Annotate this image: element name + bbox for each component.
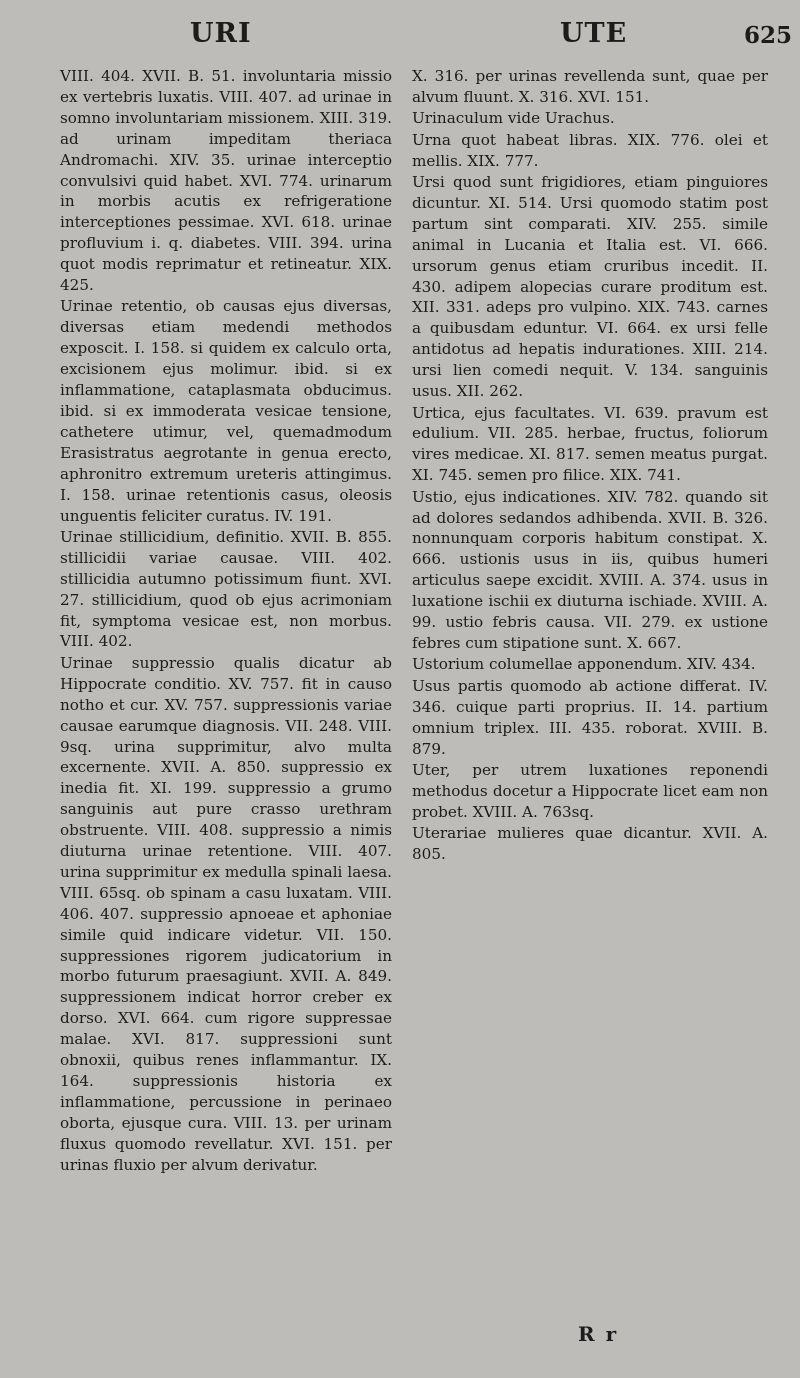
index-entry: Urinae retentio, ob causas ejus diversas, diversas etiam medendi methodos exposcit. I. 158. si quidem ex calculo orta, excisionem ejus molimur. ibid. si ex inflammatione, cataplasmata obducimus. ibid. si ex immoderata vesicae tensione, cathetere utimur, vel, quemadmodum Erasistratus aegrotante in genua erecto, aphronitro extremum ureteris attingimus. I. 158. urinae retentionis casus, oleosis unguentis feliciter curatus. IV. 191.: [60, 297, 392, 525]
index-entry: Urinae stillicidium, definitio. XVII. B. 855. stillicidii variae causae. VIII. 402. stillicidia autumno potissimum fiunt. XVI. 27. stillicidium, quod ob ejus acrimoniam fit, symptoma vesicae est, non morbus. VIII. 402.: [60, 527, 392, 651]
index-entry: Urinaculum vide Urachus.: [412, 109, 615, 128]
index-entry: Urinae suppressio qualis dicatur ab Hippocrate conditio. XV. 757. fit in causo notho et cur. XV. 757. suppressionis variae causae earumque diagnosis. VII. 248. VIII. 9sq. urina supprimitur, alvo multa excernente. XVII. A. 850. suppressio ex inedia fit. XI. 199. suppressio a grumo sanguinis aut pure crasso urethram obstruente. VIII. 408. suppressio a nimis diuturna urinae retentione. VIII. 407. urina supprimitur ex medulla spinali laesa. VIII. 65sq. ob spinam a casu luxatam. VIII. 406. 407. suppressio apnoeae et aphoniae simile quid indicare videtur. VII. 150. suppressiones rigorem judicatorium in morbo futurum praesagiunt. XVII. A. 849. suppressionem indicat horror creber ex dorso. XVI. 664. cum rigore suppressae malae. XVI. 817. suppressioni sunt obnoxii, quibus renes inflammantur. IX. 164. suppressionis historia ex inflammatione, percussione in perinaeo oborta, ejusque cura. VIII. 13. per urinam fluxus quomodo revellatur. XVI. 151. per urinas fluxio per alvum derivatur.: [60, 653, 392, 1174]
index-entry: Urtica, ejus facultates. VI. 639. pravum est edulium. VII. 285. herbae, fructus, foliorum vires medicae. XI. 817. semen meatus purgat. XI. 745. semen pro filice. XIX. 741.: [412, 403, 768, 485]
index-entry: Ustorium columellae apponendum. XIV. 434.: [412, 655, 756, 674]
left-headword: URI: [190, 18, 252, 49]
index-entry: Uterariae mulieres quae dicantur. XVII. A. 805.: [412, 824, 768, 864]
left-column: [60, 66, 392, 1176]
index-entry: X. 316. per urinas revellenda sunt, quae per alvum fluunt. X. 316. XVI. 151.: [412, 67, 768, 106]
index-entry: Usus partis quomodo ab actione differat. IV. 346. cuique parti proprius. II. 14. partium omnium triplex. III. 435. roborat. XVIII. B. 879.: [412, 676, 768, 758]
running-header: [0, 18, 800, 58]
page-number: 625: [743, 22, 792, 49]
index-entry: Uter, per utrem luxationes reponendi methodus docetur a Hippocrate licet eam non probet. XVIII. A. 763sq.: [412, 760, 768, 821]
index-entry: Urna quot habeat libras. XIX. 776. olei et mellis. XIX. 777.: [412, 130, 768, 170]
index-entry: VIII. 404. XVII. B. 51. involuntaria missio ex vertebris luxatis. VIII. 407. ad urinae in somno involuntariam missionem. XIII. 319. ad urinam impeditam theriaca Andromachi. XIV. 35. urinae interceptio convulsivi quid habet. XVI. 774. urinarum in morbis acutis ex refrigeratione interceptiones pessimae. XVI. 618. urinae profluvium i. q. diabetes. VIII. 394. urina quot modis reprimatur et retineatur. XIX. 425.: [60, 67, 392, 295]
right-headword: UTE: [560, 18, 628, 49]
index-entry: Ustio, ejus indicationes. XIV. 782. quando sit ad dolores sedandos adhibenda. XVII. B. 326. nonnunquam corporis habitum constipat. X. 666. ustionis usus in iis, quibus humeri articulus saepe excidit. XVIII. A. 374. usus in luxatione ischii ex diuturna ischiade. XVIII. A. 99. ustio febris causa. VII. 279. ex ustione febres cum stipatione sunt. X. 667.: [412, 487, 768, 652]
right-column: [412, 66, 768, 865]
signature-mark: R r: [578, 1322, 619, 1346]
index-entry: Ursi quod sunt frigidiores, etiam pinguiores dicuntur. XI. 514. Ursi quomodo statim post partum sint comparati. XIV. 255. simile animal in Lucania et Italia est. VI. 666. ursorum genus etiam cruribus incedit. II. 430. adipem alopecias curare proditum est. XII. 331. adeps pro vulpino. XIX. 743. carnes a quibusdam eduntur. VI. 664. ex ursi felle antidotus ad hepatis indurationes. XIII. 214. ursi lien comedi nequit. V. 134. sanguinis usus. XII. 262.: [412, 173, 768, 401]
